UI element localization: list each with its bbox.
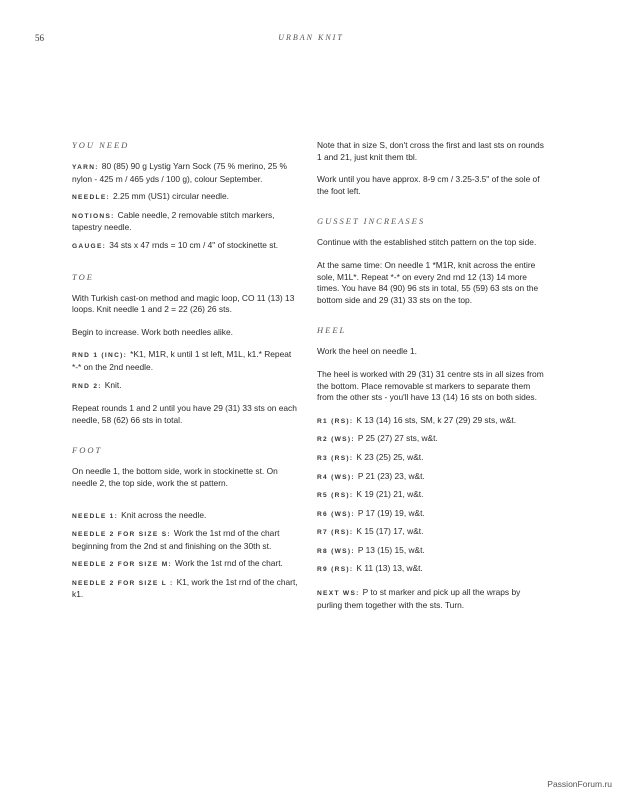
rnd1-text: *K1, M1R, k until 1 st left, M1L, k1.* Repeat *-* on the 2nd needle.: [72, 349, 292, 372]
intro-paragraph-2: Work until you have approx. 8-9 cm / 3.25-3.5" of the sole of the foot left.: [317, 174, 540, 196]
heel-row-label: R9 (RS):: [317, 566, 354, 574]
needle-2-m-label: NEEDLE 2 FOR SIZE M:: [72, 561, 173, 569]
foot-needle-2-s: [72, 528, 298, 552]
notions-text: Cable needle, 2 removable stitch markers, tapestry needle.: [72, 209, 275, 233]
next-ws-text: P to st marker and pick up all the wraps by purling them together with the sts. Turn.: [317, 587, 521, 610]
heel-row-label: R4 (WS):: [317, 473, 355, 481]
heel-row-label: R3 (RS):: [317, 454, 354, 462]
heel-row: [317, 452, 547, 465]
watermark: PassionForum.ru: [547, 779, 612, 789]
heel-row: [317, 563, 547, 576]
yarn-text: 80 (85) 90 g Lystig Yarn Sock (75 % merino, 25 % nylon - 425 m / 465 yds / 100 g), colour September.: [72, 161, 287, 184]
needle-text: 2.25 mm (US1) circular needle.: [113, 191, 229, 202]
heel-row-label: R6 (WS):: [317, 510, 355, 518]
gauge-line: [72, 240, 298, 253]
yarn-line: [72, 161, 298, 185]
toe-paragraph-2: Begin to increase. Work both needles alike.: [72, 326, 233, 337]
section-title-toe: TOE: [72, 271, 94, 282]
heel-row-text: P 25 (27) 27 sts, w&t.: [357, 433, 438, 444]
toe-rnd2: [72, 380, 298, 393]
rnd1-label: RND 1 (INC):: [72, 352, 128, 360]
heel-row-label: R5 (RS):: [317, 492, 354, 500]
heel-row-label: R7 (RS):: [317, 529, 354, 537]
notions-label: NOTIONS:: [72, 212, 115, 220]
heel-row: [317, 508, 547, 521]
rnd2-label: RND 2:: [72, 382, 102, 390]
needle-2-s-text: Work the 1st rnd of the chart beginning from the 2nd st and finishing on the 30th st.: [72, 528, 280, 551]
intro-paragraph-1: Note that in size S, don't cross the first and last sts on rounds 1 and 21, just knit them tbl.: [317, 140, 544, 162]
section-title-gusset: GUSSET INCREASES: [317, 216, 426, 227]
heel-row-text: K 15 (17) 17, w&t.: [356, 526, 424, 537]
toe-paragraph-3: Repeat rounds 1 and 2 until you have 29 (31) 33 sts on each needle, 58 (62) 66 sts in total.: [72, 403, 297, 425]
heel-row-text: K 11 (13) 13, w&t.: [356, 563, 423, 574]
section-title-you-need: YOU NEED: [72, 140, 130, 150]
heel-paragraph-2: The heel is worked with 29 (31) 31 centre sts in all sizes from the bottom. Place removable st markers to separate them from the other sts - you'll have 13 (14) 16 sts on both sides.: [317, 368, 544, 403]
section-title-heel: HEEL: [317, 325, 347, 336]
heel-row: [317, 433, 547, 446]
foot-needle-2-l: [72, 577, 298, 601]
notions-line: [72, 210, 298, 234]
toe-paragraph-1: With Turkish cast-on method and magic loop, CO 11 (13) 13 loops. Knit needle 1 and 2 = 22 (26) 26 sts.: [72, 292, 295, 315]
heel-row-text: P 21 (23) 23, w&t.: [357, 470, 425, 481]
needle-2-l-text: K1, work the 1st rnd of the chart, k1.: [72, 576, 298, 600]
gauge-label: GAUGE:: [72, 242, 107, 250]
needle-2-l-label: NEEDLE 2 FOR SIZE L :: [72, 579, 174, 587]
heel-row-text: K 13 (14) 16 sts, SM, k 27 (29) 29 sts, w&t.: [356, 414, 517, 425]
heel-row: [317, 489, 547, 502]
foot-paragraph-1: On needle 1, the bottom side, work in stockinette st. On needle 2, the top side, work the st pattern.: [72, 466, 278, 488]
heel-row: [317, 545, 547, 558]
needle-2-s-label: NEEDLE 2 FOR SIZE S:: [72, 531, 171, 539]
gusset-paragraph-2: At the same time: On needle 1 *M1R, knit across the entire sole, M1L*. Repeat *-* on every 2nd rnd 12 (13) 14 more times. You have 84 (90) 96 sts in total, 55 (59) 63 sts on the bottom side and 29 (31) 33 sts on the top.: [317, 259, 539, 305]
heel-next-ws: [317, 587, 547, 611]
heel-row-text: K 23 (25) 25, w&t.: [356, 451, 424, 462]
page-number: 56: [35, 33, 44, 43]
needle-line: [72, 191, 298, 204]
heel-row: [317, 526, 547, 539]
left-column: [72, 140, 298, 607]
foot-needle-1: [72, 510, 298, 523]
needle-label: NEEDLE:: [72, 194, 111, 202]
right-column: [317, 140, 547, 617]
heel-row-text: P 13 (15) 15, w&t.: [357, 544, 425, 555]
heel-row-label: R1 (RS):: [317, 417, 354, 425]
heel-row-text: P 17 (19) 19, w&t.: [357, 507, 425, 518]
rnd2-text: Knit.: [104, 379, 122, 390]
needle-1-text: Knit across the needle.: [121, 509, 207, 520]
next-ws-label: NEXT WS:: [317, 590, 360, 598]
heel-row-label: R8 (WS):: [317, 547, 355, 555]
running-header: URBAN KNIT: [278, 33, 344, 42]
foot-needle-2-m: [72, 558, 298, 571]
needle-1-label: NEEDLE 1:: [72, 512, 119, 520]
gauge-text: 34 sts x 47 rnds = 10 cm / 4" of stockinette st.: [109, 239, 279, 250]
section-title-foot: FOOT: [72, 445, 103, 456]
heel-rows: [317, 415, 547, 576]
heel-row-text: K 19 (21) 21, w&t.: [356, 489, 424, 500]
gusset-paragraph-1: Continue with the established stitch pattern on the top side.: [317, 237, 537, 248]
toe-rnd1: [72, 349, 298, 373]
heel-row: [317, 415, 547, 428]
heel-paragraph-1: Work the heel on needle 1.: [317, 346, 417, 357]
needle-2-m-text: Work the 1st rnd of the chart.: [175, 558, 283, 569]
heel-row-label: R2 (WS):: [317, 436, 355, 444]
heel-row: [317, 471, 547, 484]
yarn-label: YARN:: [72, 164, 99, 171]
